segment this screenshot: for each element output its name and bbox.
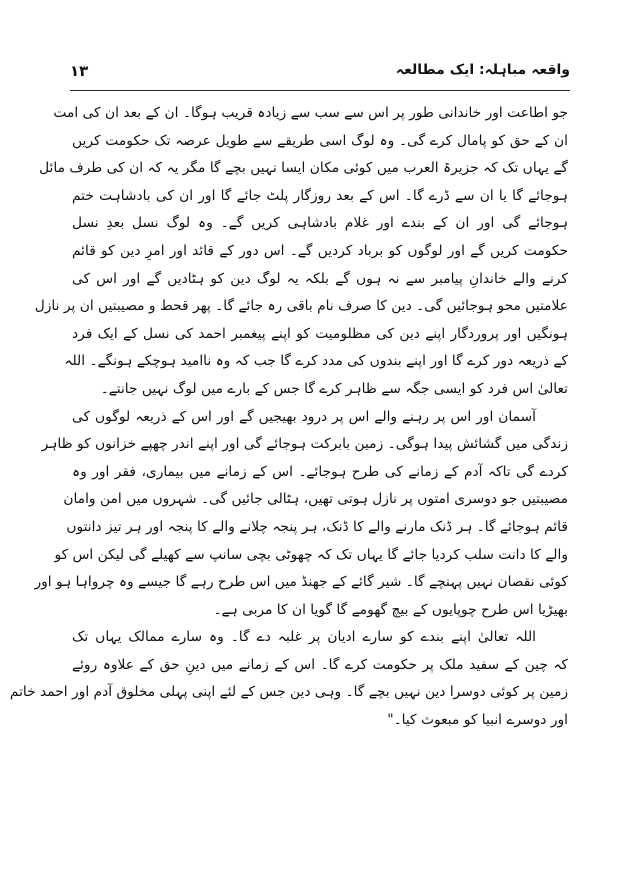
- text-line: کرنے والے خاندانِ پیامبر سے نہ ہوں گے بلکہ یہ لوگ دین کو ہٹادیں گے اور اس کی: [72, 270, 568, 287]
- header-rule: [70, 90, 570, 91]
- paragraph-2: [34, 404, 568, 625]
- page-body: [9, 100, 568, 735]
- page-header: [70, 62, 570, 84]
- text-line: کوئی نقصان نہیں پہنچے گا۔ شیر گائے کے جھنڈ میں اس طرح رہے گا جیسے وہ چرواہا ہو اور: [34, 574, 568, 591]
- paragraph-3: [9, 624, 568, 734]
- text-line: مصیبتیں جو دوسری امتوں پر نازل ہوتی تھیں، ہٹالی جائیں گی۔ شہروں میں امن وامان: [63, 491, 568, 508]
- text-line: گے یہاں تک کہ جزیرۃ العرب میں کوئی مکان ایسا نہیں بچے گا مگر یہ کہ ان کی طرف مائل: [39, 160, 568, 177]
- page-number: ۱۳: [70, 62, 89, 80]
- text-line: بھیڑیا اس طرح چوپایوں کے بیچ گھومے گا گویا ان کا مربی ہے۔: [213, 601, 568, 618]
- text-line: ان کے حق کو پامال کرے گی۔ وہ لوگ اسی طریقے سے طویل عرصہ تک حکومت کریں: [72, 132, 568, 149]
- text-line: حکومت کریں گے اور لوگوں کو برباد کردیں گے۔ اس دور کے قائد اور امرِ دین کو قائم: [72, 242, 568, 259]
- running-title: واقعہ مباہلہ: ایک مطالعہ: [395, 62, 570, 78]
- text-line: کردے گی تاکہ آدم کے زمانے کی طرح ہوجائے۔ اس کے زمانے میں بیماری، فقر اور وہ: [72, 463, 568, 480]
- text-line: جو اطاعت اور خاندانی طور پر اس سے سب سے زیادہ قریب ہوگا۔ ان کے بعد ان کی امت: [53, 105, 568, 121]
- text-line: کہ چین کے سفید ملک پر حکومت کرے گا۔ اس کے زمانے میں دینِ حق کے علاوہ روئے: [72, 656, 568, 673]
- text-line: زمین پر کوئی دوسرا دین نہیں بچے گا۔ وہی دین جس کے لئے اپنی پہلی مخلوق آدم اور احمد خاتم: [9, 684, 568, 701]
- text-line: ہونگیں اور پروردگار اپنے دین کی مظلومیت کو اپنے پیغمبر احمد کی نسل کے ایک فرد: [72, 325, 568, 342]
- text-line: علامتیں محو ہوجائیں گی۔ دین کا صرف نام باقی رہ جائے گا۔ پھر قحط و مصیبتیں ان پر نازل: [34, 298, 568, 315]
- text-line: قائم ہوجائے گا۔ ہر ڈنک مارنے والے کا ڈنک، ہر پنجہ چلانے والے کا پنجہ اور ہر تیز دانتوں: [66, 518, 568, 535]
- text-line: کے ذریعہ دور کرے گا اور اپنے بندوں کی مدد کرے گا جب کہ وہ ناامید ہوچکے ہونگے۔ اللہ: [64, 353, 568, 370]
- text-line: تعالیٰ اس فرد کو ایسی جگہ سے ظاہر کرے گا جس کے بارے میں لوگ نہیں جانتے۔: [100, 380, 568, 397]
- text-line: زندگی میں گشائش پیدا ہوگی۔ زمین بابرکت ہوجائے گی اور اپنے اندر چھپے خزانوں کو ظاہر: [41, 436, 568, 453]
- text-line: ہوجائے گا یا ان سے ڈرے گا۔ اس کے بعد روزگار پلٹ جائے گا اور ان کی بادشاہت ختم: [72, 187, 568, 204]
- paragraph-1: [34, 100, 568, 404]
- text-line: والے کا دانت سلب کردیا جائے گا یہاں تک کہ چھوٹی بچی سانپ سے کھیلے گی لیکن اس کو: [54, 546, 568, 563]
- text-line: اور دوسرے انبیا کو مبعوث کیا۔": [387, 712, 568, 729]
- text-line: اللہ تعالیٰ اپنے بندے کو سارے ادیان پر غلبہ دے گا۔ وہ سارے ممالک یہاں تک: [72, 629, 536, 646]
- text-line: ہوجائے گی اور ان کے بندے اور غلام بادشاہی کریں گے۔ وہ لوگ نسل بعدِ نسل: [72, 215, 568, 232]
- text-line: آسمان اور اس پر رہنے والے اس پر درود بھیجیں گے اور اس کے ذریعہ لوگوں کی: [72, 408, 536, 425]
